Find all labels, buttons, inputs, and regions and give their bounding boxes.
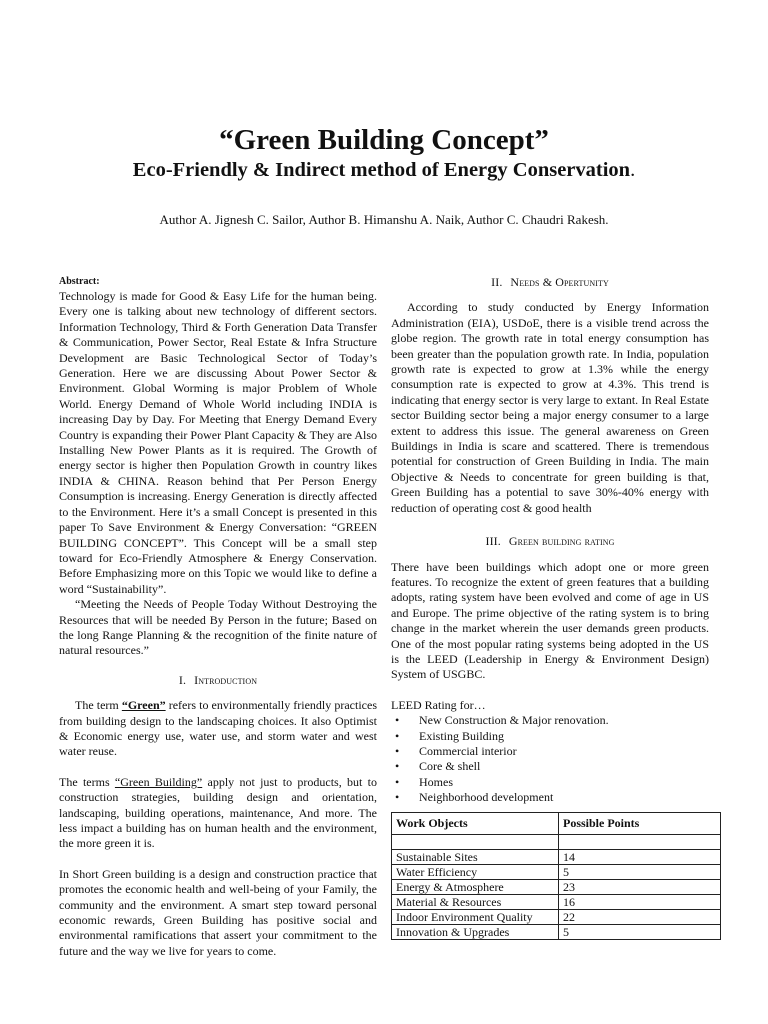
table-header-cell: Work Objects [392, 812, 559, 834]
list-item-text: Neighborhood development [419, 790, 554, 805]
table-spacer-row [392, 834, 721, 849]
section-heading-needs [391, 275, 709, 290]
bullet-icon: • [395, 774, 400, 789]
list-item [391, 790, 709, 805]
section-number: I. [178, 672, 187, 687]
table-cell: 23 [559, 879, 721, 894]
table-cell: Energy & Atmosphere [392, 879, 559, 894]
section-number: III. [485, 534, 501, 549]
paper-title: “Green Building Concept” [219, 124, 549, 156]
table-cell: Sustainable Sites [392, 849, 559, 864]
list-item-text: Homes [419, 774, 453, 789]
table-cell: Innovation & Upgrades [392, 924, 559, 939]
table-row [392, 879, 721, 894]
table-row [392, 909, 721, 924]
list-item [391, 729, 709, 744]
paper-subtitle [0, 159, 768, 182]
list-item-text: Commercial interior [419, 743, 517, 758]
leed-label: LEED Rating for… [391, 697, 486, 712]
intro-paragraph-green-building [59, 775, 377, 852]
table-cell: Indoor Environment Quality [392, 909, 559, 924]
right-column [391, 275, 709, 940]
term-green: “Green” [121, 698, 166, 713]
needs-paragraph: According to study conducted by Energy Information Administration (EIA), USDoE, there is a visible trend across the globe region. The growth rate in total energy consumption has been greater than the population growth rate. In India, population growth rate is expected to grow at 1.3% while the energy consumption rate is expected to grow at 4.3%. This trend is indicating that energy sector is very large to extant. In Real Estate sector Building sector being a major energy consumer to a large extent to address this issue. The general awareness on Green Buildings in India is scare and scattered. There is tremendous potential for construction of Green Building in India. The main Objective & Needs to concentrate for green building is that, Green Building has a potential to save 30%-40% energy with reduction of operating cost & good health [391, 300, 709, 515]
intro-text: refers to environmentally friendly practices from building design to the landscaping choices. It also Optimist & Economic energy use, water use, and storm water and west water reuse. [59, 698, 377, 759]
intro-text: The terms [59, 774, 115, 789]
table-row [392, 894, 721, 909]
list-item-text: New Construction & Major renovation. [419, 713, 609, 728]
list-item [391, 744, 709, 759]
table-cell: 16 [559, 894, 721, 909]
left-column [59, 275, 377, 959]
leed-list [391, 713, 709, 805]
bullet-icon: • [395, 713, 400, 728]
list-item-text: Core & shell [419, 759, 481, 774]
abstract-paragraph: Technology is made for Good & Easy Life for the human being. Every one is talking about new technology of different sectors. Information Technology, Third & Forth Generation Data Transfer & Communication, Power Sector, Real Estate & Infra Structure Development are Basic Technological Sector of Today’s Generation. Here we are discussing About Power Sector & Environment. Global Worming is major Problem of Whole World. Energy Demand of Whole World including INDIA is increasing Day by Day. For Meeting that Energy Demand Every Country is expanding their Power Plant Capacity & They are Also Installing New Power Plants as it is required. The Growth of energy sector is higher then Population Growth in country likes INDIA & CHINA. Reason behind that Per Person Energy Consumption is increasing. Energy Generation is directly affected to the Environment. Here it’s a small Concept is presented in this paper To Save Environment & Energy Conversation: “GREEN BUILDING CONCEPT”. This Concept will be a small step toward for Eco-Friendly Atmosphere & Energy Conservation. Before Emphasizing more on this Topic we would like to define a word “Sustainability”. [59, 289, 377, 596]
section-number: II. [491, 275, 503, 289]
list-item [391, 759, 709, 774]
table-row [392, 864, 721, 879]
intro-paragraph-green [59, 698, 377, 760]
list-item [391, 775, 709, 790]
term-green-building: “Green Building” [114, 774, 203, 789]
table-header-row [392, 812, 721, 834]
bullet-icon: • [395, 759, 400, 774]
section-title: Green building rating [508, 534, 615, 549]
table-cell: 5 [559, 924, 721, 939]
table-cell [392, 834, 559, 849]
bullet-icon: • [395, 790, 400, 805]
subtitle-text: Eco-Friendly & Indirect method of Energy Conservation [132, 159, 631, 181]
intro-paragraph-summary: In Short Green building is a design and construction practice that promotes the economic health and well-being of your Family, the community and the environment. A smart step toward personal economic rewards, Green Building has positive social and environmental ramifications that assert your commitment to the future and the way we live for years to come. [59, 866, 377, 958]
intro-text: apply not just to products, but to construction strategies, building design and orientation, landscaping, building operations, maintenance, And more. The less impact a building has on human health and the environment, the more green it is. [59, 774, 377, 851]
table-row [392, 924, 721, 939]
table-cell [559, 834, 721, 849]
list-item-text: Existing Building [419, 728, 505, 743]
abstract-label: Abstract: [59, 276, 100, 287]
bullet-icon: • [395, 728, 400, 743]
leed-points-table [391, 812, 721, 940]
table-cell: 22 [559, 909, 721, 924]
section-title: Needs & Opertunity [510, 275, 609, 289]
table-header-cell: Possible Points [559, 812, 721, 834]
table-cell: 14 [559, 849, 721, 864]
table-row [392, 849, 721, 864]
section-title: Introduction [194, 672, 258, 687]
subtitle-period: . [630, 159, 636, 181]
author-list: Author A. Jignesh C. Sailor, Author B. Himanshu A. Naik, Author C. Chaudri Rakesh. [159, 212, 609, 227]
section-heading-rating [391, 534, 709, 549]
table-cell: Water Efficiency [392, 864, 559, 879]
bullet-icon: • [395, 743, 400, 758]
table-cell: Material & Resources [392, 894, 559, 909]
list-item [391, 713, 709, 728]
rating-paragraph: There have been buildings which adopt one or more green features. To recognize the extent of green features that a building adopts, rating system have been evolved and come of age in US and Europe. The prime objective of the rating system is to bring change in the market wherein the user demands green products. One of the most popular rating systems being adopted in the US is the LEED (Leadership in Energy & Environment Design) System of USGBC. [391, 559, 709, 682]
sustainability-definition: “Meeting the Needs of People Today Without Destroying the Resources that will be needed By Person in the future; Based on the long Range Planning & the recognition of the finite nature of natural resources.” [59, 597, 377, 658]
intro-text: The term [75, 698, 122, 713]
table-cell: 5 [559, 864, 721, 879]
section-heading-introduction [59, 673, 377, 688]
